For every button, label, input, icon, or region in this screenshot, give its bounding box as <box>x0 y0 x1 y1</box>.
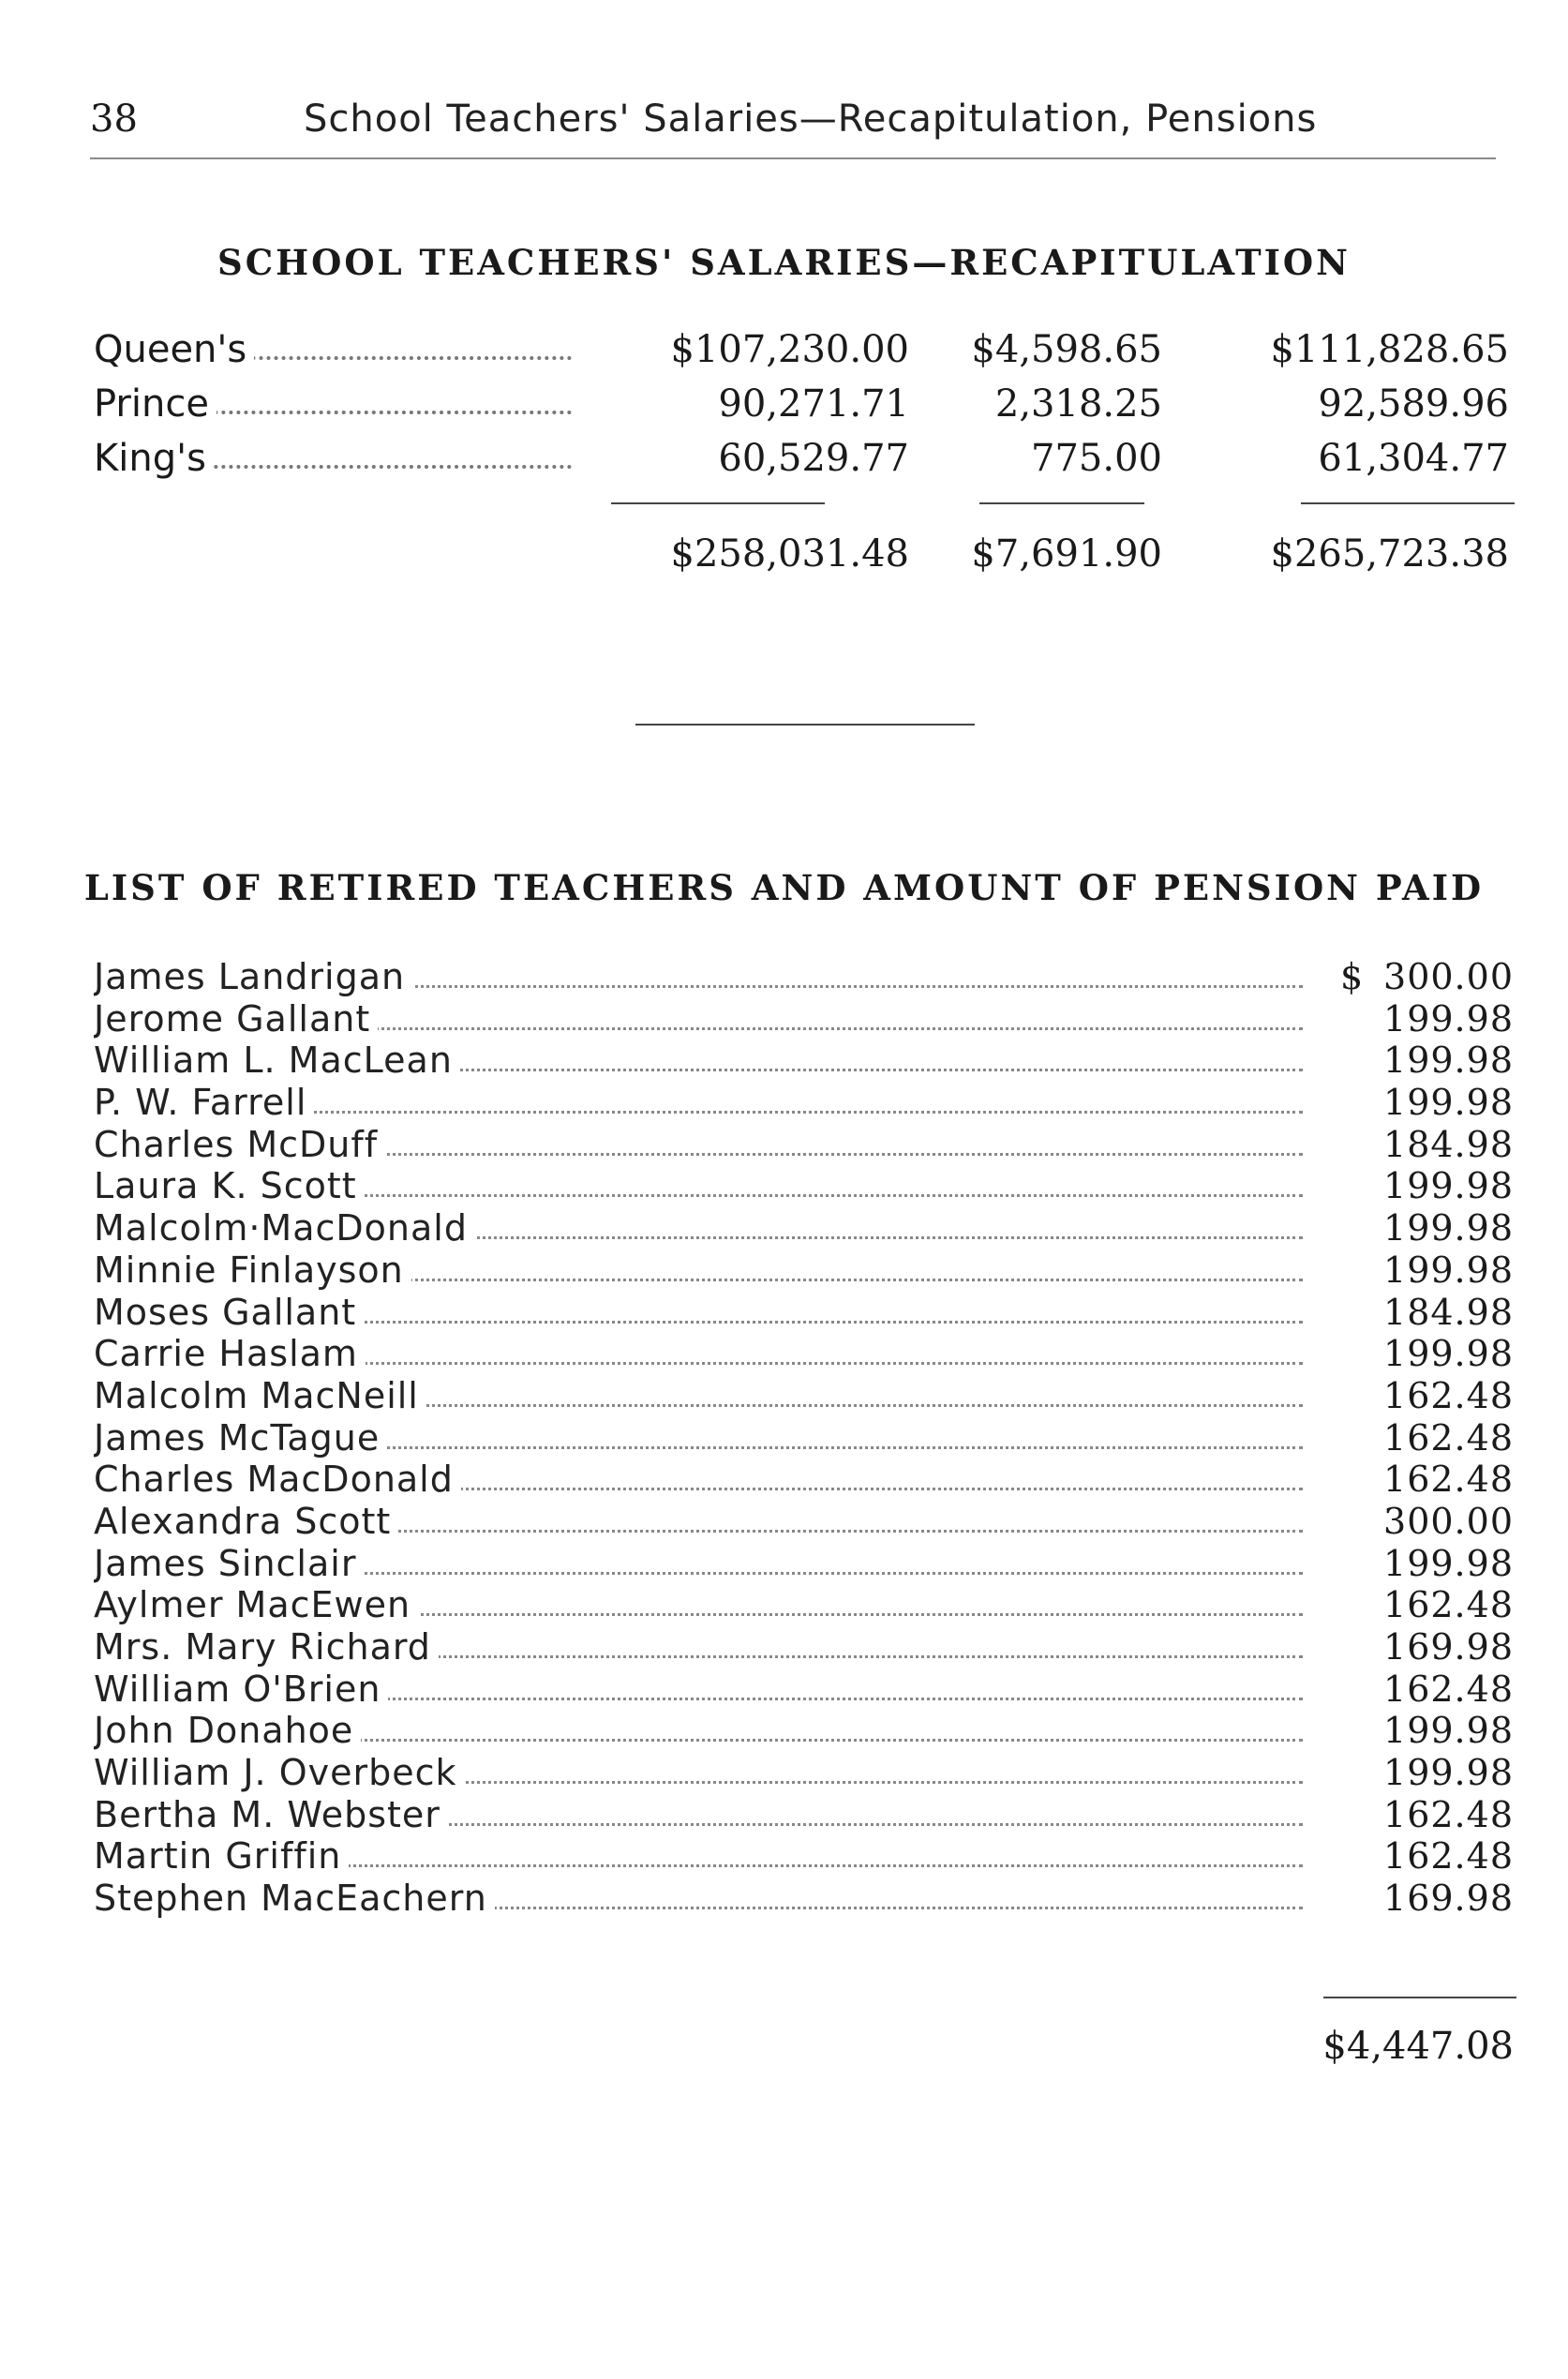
recap-table <box>94 328 1509 491</box>
pension-amount: 199.98 <box>1383 1249 1514 1291</box>
teacher-name: Stephen MacEachern <box>94 1878 495 1919</box>
teacher-name-cell <box>94 1668 1303 1710</box>
running-title: School Teachers' Salaries—Recapitulation, Pensions <box>304 97 1318 141</box>
pension-amount: 199.98 <box>1383 1165 1514 1207</box>
pension-row <box>94 1710 1514 1752</box>
teacher-name-cell <box>94 1165 1303 1206</box>
teacher-name: James Landrigan <box>94 956 412 997</box>
pension-row <box>94 1333 1514 1375</box>
teacher-name: Alexandra Scott <box>94 1501 398 1542</box>
pension-row <box>94 1459 1514 1501</box>
pension-amount: 162.48 <box>1383 1793 1514 1835</box>
pension-row <box>94 1878 1514 1920</box>
pension-amount: 199.98 <box>1383 1710 1514 1752</box>
salaries-value: $107,230.00 <box>670 328 909 371</box>
pension-amount: 162.48 <box>1383 1668 1514 1710</box>
pension-amount: 162.48 <box>1383 1416 1514 1459</box>
teacher-name-cell <box>94 1543 1303 1584</box>
pension-row <box>94 1124 1514 1166</box>
teacher-name: Carrie Haslam <box>94 1333 366 1374</box>
teacher-name-cell <box>94 1375 1303 1416</box>
teacher-name: Jerome Gallant <box>94 998 378 1040</box>
pension-amount: 199.98 <box>1383 1207 1514 1249</box>
teacher-name: Moses Gallant <box>94 1292 364 1333</box>
pension-amount: 300.00 <box>1383 956 1514 997</box>
teacher-name-cell <box>94 1501 1303 1542</box>
teacher-name-cell <box>94 1710 1303 1751</box>
teacher-name-cell <box>94 1794 1303 1835</box>
pension-row <box>94 1249 1514 1292</box>
county-label <box>94 328 572 371</box>
teacher-name-cell <box>94 1207 1303 1249</box>
pension-row <box>94 1207 1514 1249</box>
pension-amount: 300.00 <box>1383 1500 1514 1542</box>
teacher-name-cell <box>94 1040 1303 1081</box>
pension-row <box>94 1835 1514 1878</box>
pension-row <box>94 1040 1514 1082</box>
teacher-name-cell <box>94 1835 1303 1877</box>
pension-row <box>94 1375 1514 1417</box>
teacher-name-cell <box>94 1459 1303 1500</box>
teacher-name-cell <box>94 1878 1303 1919</box>
teacher-name: Charles McDuff <box>94 1124 385 1165</box>
additional-value: 775.00 <box>1031 437 1162 480</box>
additional-value: $4,598.65 <box>971 328 1162 371</box>
recap-row <box>94 328 1509 382</box>
sum-rule-salaries <box>611 502 825 504</box>
total-value: 61,304.77 <box>1318 437 1509 480</box>
pension-row <box>94 1082 1514 1124</box>
pension-row <box>94 998 1514 1040</box>
pension-amount: 199.98 <box>1383 1040 1514 1082</box>
pension-title: LIST OF RETIRED TEACHERS AND AMOUNT OF PENSION PAID <box>83 867 1485 908</box>
county-name: King's <box>94 437 214 480</box>
pension-row <box>94 1668 1514 1711</box>
pension-amount: 184.98 <box>1383 1123 1514 1165</box>
teacher-name-cell <box>94 1584 1303 1625</box>
pension-amount: 162.48 <box>1383 1584 1514 1626</box>
currency-symbol: $ <box>1340 956 1364 997</box>
pension-amount: 162.48 <box>1383 1374 1514 1416</box>
teacher-name: William J. Overbeck <box>94 1752 465 1793</box>
pension-row <box>94 1626 1514 1668</box>
sum-rule-additional <box>979 502 1144 504</box>
teacher-name: Mrs. Mary Richard <box>94 1626 439 1668</box>
teacher-name: William O'Brien <box>94 1668 388 1710</box>
total-additional: $7,691.90 <box>971 532 1162 576</box>
teacher-name: Malcolm MacNeill <box>94 1375 426 1416</box>
teacher-name-cell <box>94 1249 1303 1291</box>
pension-row <box>94 956 1514 998</box>
pension-row <box>94 1165 1514 1207</box>
recap-title: SCHOOL TEACHERS' SALARIES—RECAPITULATION <box>217 242 1351 283</box>
pension-amount: 162.48 <box>1383 1459 1514 1501</box>
teacher-name: Laura K. Scott <box>94 1165 365 1206</box>
teacher-name: John Donahoe <box>94 1710 361 1751</box>
pension-amount: 169.98 <box>1383 1878 1514 1920</box>
teacher-name-cell <box>94 1417 1303 1459</box>
pension-sum-rule <box>1323 1997 1516 1998</box>
pension-amount: 162.48 <box>1383 1835 1514 1878</box>
teacher-name-cell <box>94 1752 1303 1793</box>
pension-amount: 199.98 <box>1383 1752 1514 1794</box>
pension-list <box>94 956 1514 1920</box>
teacher-name: Minnie Finlayson <box>94 1249 411 1291</box>
pension-row <box>94 1584 1514 1626</box>
header-rule <box>90 157 1496 159</box>
pension-row <box>94 1501 1514 1543</box>
teacher-name: Charles MacDonald <box>94 1459 461 1500</box>
recap-row <box>94 382 1509 437</box>
pension-row <box>94 1292 1514 1334</box>
teacher-name-cell <box>94 1124 1303 1165</box>
teacher-name: William L. MacLean <box>94 1040 460 1081</box>
county-label <box>94 382 572 426</box>
pension-row <box>94 1543 1514 1585</box>
teacher-name-cell <box>94 956 1303 997</box>
teacher-name-cell <box>94 1292 1303 1333</box>
recap-row <box>94 437 1509 491</box>
pension-amount: 169.98 <box>1383 1626 1514 1668</box>
teacher-name-cell <box>94 1082 1303 1123</box>
teacher-name: James Sinclair <box>94 1543 364 1584</box>
salaries-value: 90,271.71 <box>718 382 909 426</box>
section-divider <box>635 724 975 726</box>
salaries-value: 60,529.77 <box>718 437 909 480</box>
pension-amount: 184.98 <box>1383 1291 1514 1333</box>
teacher-name-cell <box>94 1626 1303 1668</box>
pension-row <box>94 1794 1514 1836</box>
pension-amount: 199.98 <box>1383 997 1514 1040</box>
teacher-name: Aylmer MacEwen <box>94 1584 418 1625</box>
total-salaries: $258,031.48 <box>670 532 909 576</box>
recap-totals-row <box>94 532 1509 587</box>
pension-row <box>94 1752 1514 1794</box>
teacher-name: Malcolm·MacDonald <box>94 1207 475 1249</box>
teacher-name: James McTague <box>94 1417 387 1459</box>
county-name: Queen's <box>94 328 254 371</box>
additional-value: 2,318.25 <box>994 382 1162 426</box>
sum-rule-total <box>1301 502 1515 504</box>
pension-amount: 199.98 <box>1383 1333 1514 1375</box>
teacher-name: Bertha M. Webster <box>94 1794 448 1835</box>
teacher-name-cell <box>94 998 1303 1040</box>
pension-total: $4,447.08 <box>1322 2025 1514 2068</box>
county-name: Prince <box>94 382 217 426</box>
pension-amount: 199.98 <box>1383 1082 1514 1124</box>
total-value: $111,828.65 <box>1270 328 1509 371</box>
pension-row <box>94 1417 1514 1459</box>
pension-amount: 199.98 <box>1383 1542 1514 1584</box>
total-value: 92,589.96 <box>1318 382 1509 426</box>
teacher-name-cell <box>94 1333 1303 1374</box>
grand-total: $265,723.38 <box>1270 532 1509 576</box>
teacher-name: P. W. Farrell <box>94 1082 314 1123</box>
running-header <box>90 97 1496 146</box>
county-label <box>94 437 572 480</box>
teacher-name: Martin Griffin <box>94 1835 349 1877</box>
page-number: 38 <box>90 97 138 141</box>
